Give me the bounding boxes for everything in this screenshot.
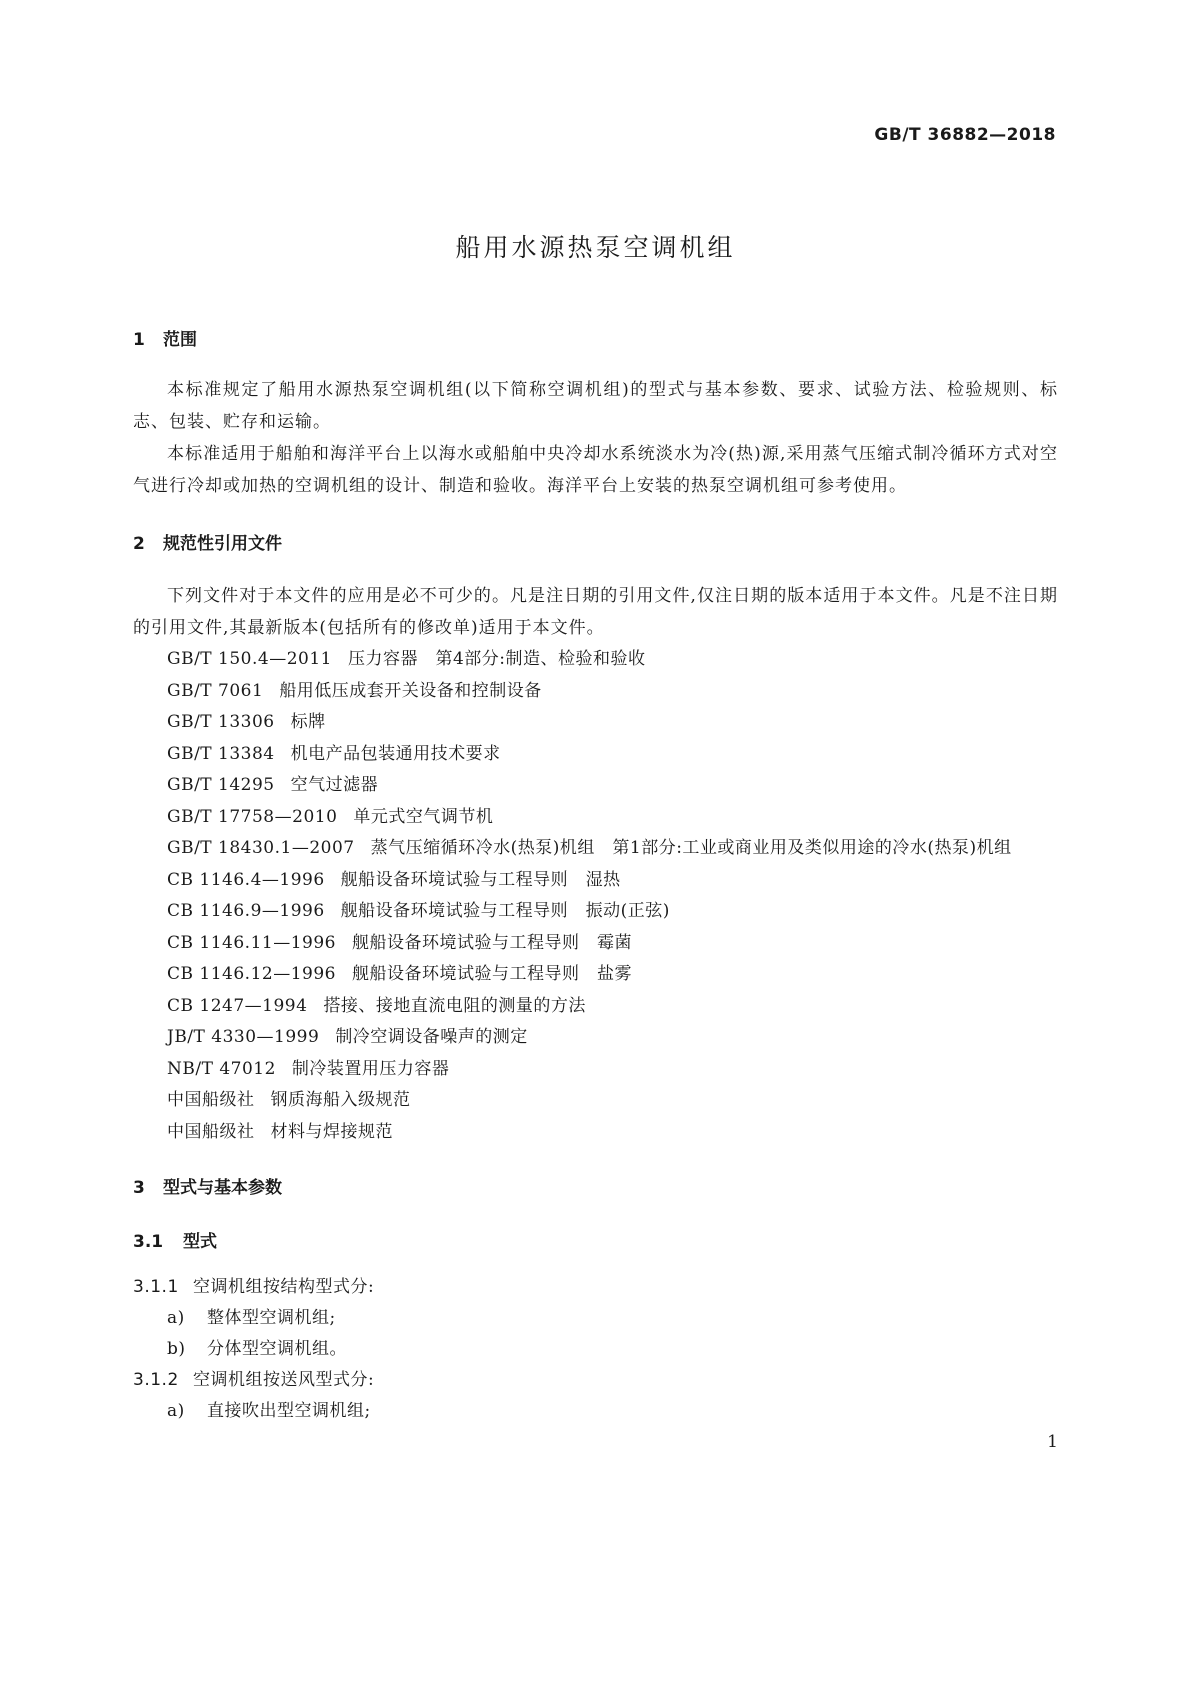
paragraph: 下列文件对于本文件的应用是必不可少的。凡是注日期的引用文件,仅注日期的版本适用于本文件。凡是不注日期的引用文件,其最新版本(包括所有的修改单)适用于本文件。 [133,586,1058,638]
list-text: 分体型空调机组。 [207,1339,347,1359]
section-title: 范围 [163,330,197,350]
reference-title: 钢质海船入级规范 [270,1090,411,1110]
reference-item [133,644,1058,676]
reference-item [133,959,1058,991]
section-number: 2 [133,534,145,554]
section-number: 3 [133,1178,145,1198]
reference-title: 舰船设备环境试验与工程导则 湿热 [340,869,621,890]
list-marker: b) [167,1339,186,1359]
reference-title: 材料与焊接规范 [270,1121,393,1142]
reference-title: 舰船设备环境试验与工程导则 霉菌 [351,932,632,953]
reference-code: NB/T 47012 [167,1058,276,1079]
paragraph: 本标准适用于船舶和海洋平台上以海水或船舶中央冷却水系统淡水为冷(热)源,采用蒸气压缩式制冷循环方式对空气进行冷却或加热的空调机组的设计、制造和验收。海洋平台上安装的热泵空调机组可参考使用。 [133,444,1058,496]
section-heading-types-parameters [133,1176,1058,1200]
reference-title: 蒸气压缩循环冷水(热泵)机组 第1部分:工业或商业用及类似用途的冷水(热泵)机组 [370,838,1012,858]
reference-code: CB 1247—1994 [167,995,308,1016]
subsection-number: 3.1 [133,1232,164,1252]
reference-title: 压力容器 第4部分:制造、检验和验收 [347,649,646,669]
reference-title: 标牌 [290,712,326,732]
reference-item [133,1085,1058,1117]
list-item [133,1303,1058,1334]
reference-code: CB 1146.11—1996 [167,932,336,953]
reference-item [133,865,1058,897]
reference-item [133,707,1058,739]
reference-title: 舰船设备环境试验与工程导则 振动(正弦) [340,901,670,921]
reference-code: GB/T 14295 [167,775,275,795]
list-text: 直接吹出型空调机组; [207,1401,371,1421]
reference-title: 舰船设备环境试验与工程导则 盐雾 [351,964,632,984]
standard-code: GB/T 36882—2018 [874,125,1056,145]
list-marker: a) [167,1401,185,1421]
reference-title: 搭接、接地直流电阻的测量的方法 [323,995,586,1016]
section-number: 1 [133,330,145,350]
reference-item [133,739,1058,771]
reference-code: CB 1146.9—1996 [167,901,325,921]
reference-item [133,833,1058,865]
reference-item [133,1022,1058,1054]
reference-title: 制冷空调设备噪声的测定 [335,1027,528,1047]
document-title: 船用水源热泵空调机组 [455,233,736,262]
clause-number: 3.1.2 [133,1370,179,1390]
clause-text: 空调机组按送风型式分: [193,1370,375,1390]
document-body [133,328,1058,1427]
reference-item [133,991,1058,1023]
reference-title: 机电产品包装通用技术要求 [290,743,501,764]
list-item [133,1396,1058,1427]
reference-code: 中国船级社 [167,1121,255,1142]
clause-number: 3.1.1 [133,1277,179,1297]
reference-code: GB/T 17758—2010 [167,806,338,827]
reference-code: GB/T 18430.1—2007 [167,838,355,858]
reference-code: CB 1146.12—1996 [167,964,336,984]
reference-code: CB 1146.4—1996 [167,869,325,890]
reference-item [133,896,1058,928]
reference-code: 中国船级社 [167,1090,255,1110]
list-item [133,1334,1058,1365]
section-heading-normative-references [133,532,1058,556]
reference-title: 船用低压成套开关设备和控制设备 [279,680,542,701]
section-title: 规范性引用文件 [163,534,282,554]
clause [133,1365,1058,1396]
clause [133,1272,1058,1303]
reference-code: GB/T 7061 [167,680,264,701]
section-heading-scope [133,328,1058,352]
page-number: 1 [1047,1432,1058,1452]
list-text: 整体型空调机组; [207,1308,336,1328]
reference-item [133,676,1058,708]
reference-item [133,802,1058,834]
reference-item [133,928,1058,960]
reference-item [133,1117,1058,1149]
paragraph: 本标准规定了船用水源热泵空调机组(以下简称空调机组)的型式与基本参数、要求、试验方法、检验规则、标志、包装、贮存和运输。 [133,380,1058,432]
reference-item [133,1054,1058,1086]
reference-title: 空气过滤器 [290,775,379,795]
reference-code: GB/T 150.4—2011 [167,649,332,669]
subsection-heading-types [133,1230,1058,1254]
reference-code: GB/T 13306 [167,712,275,732]
section-title: 型式与基本参数 [163,1178,282,1198]
reference-item [133,770,1058,802]
clause-text: 空调机组按结构型式分: [193,1277,375,1297]
reference-title: 制冷装置用压力容器 [291,1058,450,1079]
reference-code: GB/T 13384 [167,743,275,764]
reference-code: JB/T 4330—1999 [167,1027,320,1047]
reference-title: 单元式空气调节机 [353,806,494,827]
subsection-title: 型式 [183,1232,217,1252]
list-marker: a) [167,1308,185,1328]
